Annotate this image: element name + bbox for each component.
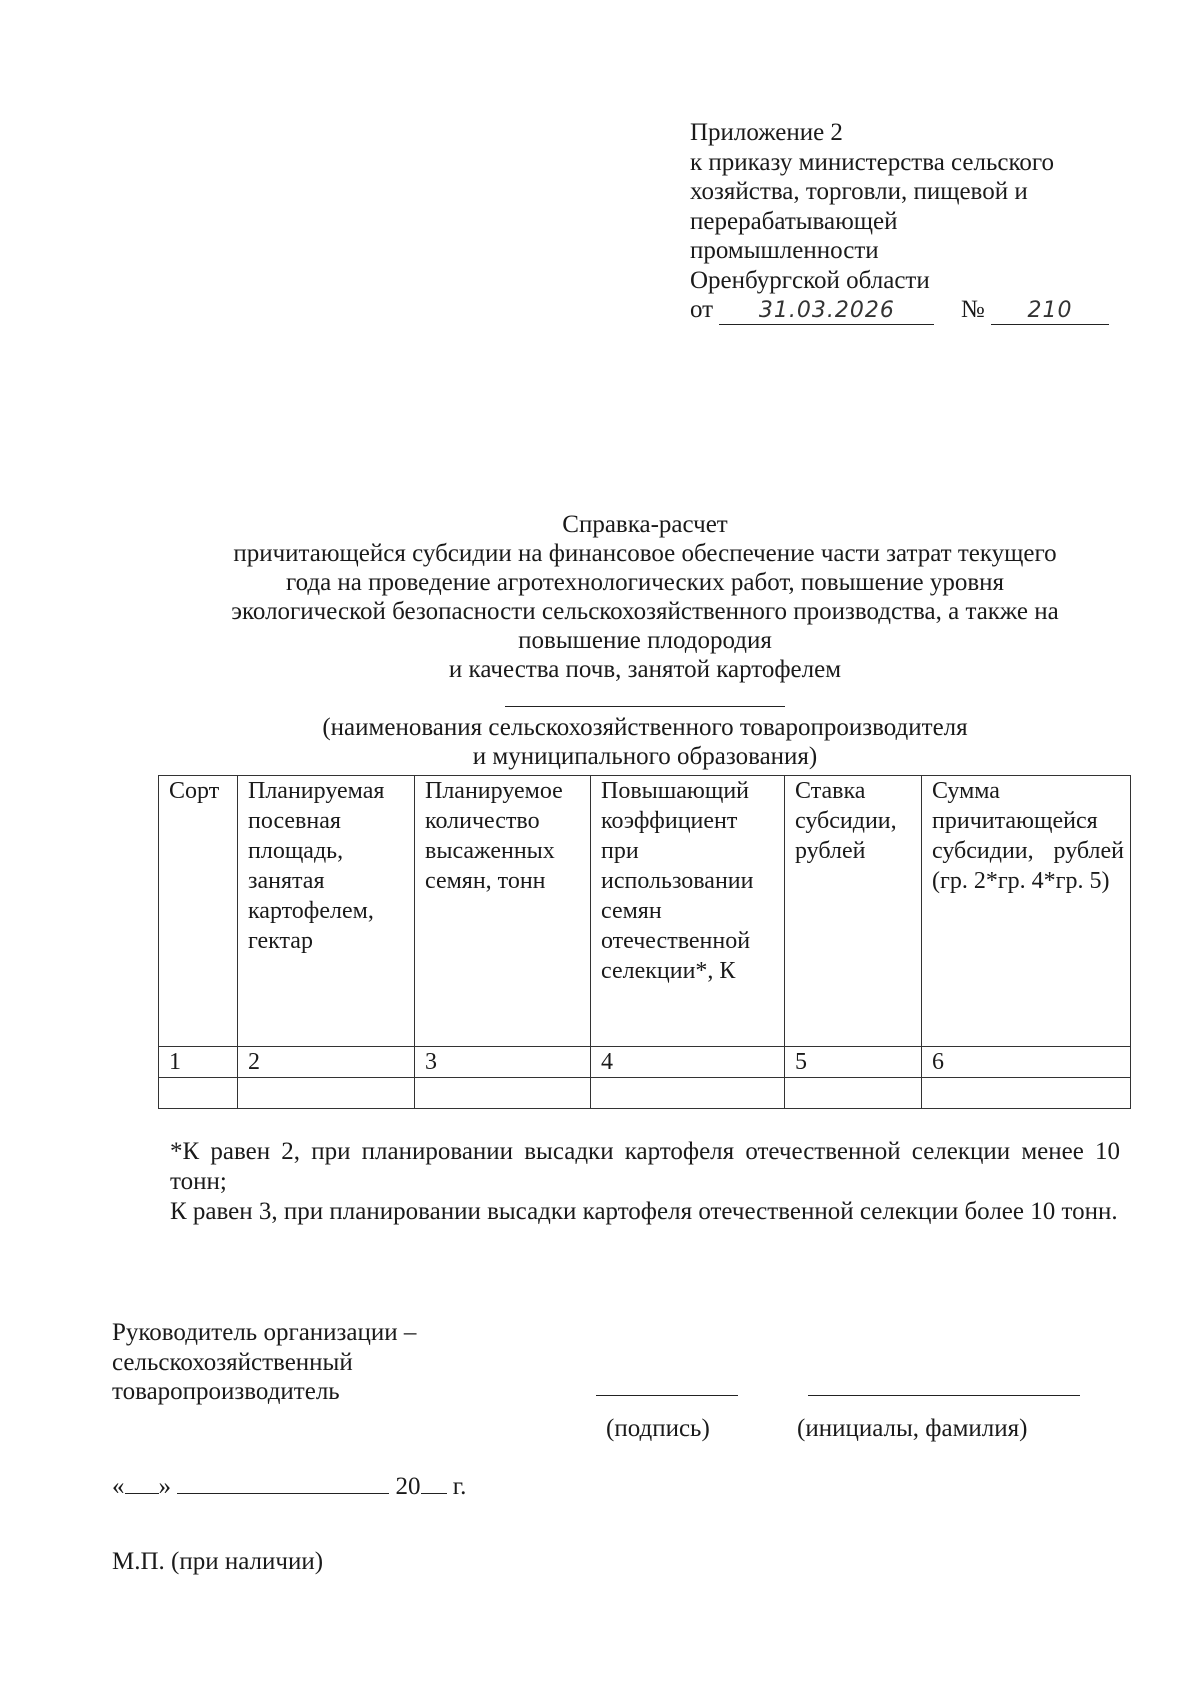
open-quote: « [112,1473,125,1500]
signer-role-line: Руководитель организации – [112,1319,417,1346]
column-number: 4 [591,1047,785,1078]
day-blank [125,1469,159,1494]
header-cell-coefficient: Повышающий коэффициент при использовании семян отечественной селекции*, К [591,776,785,1047]
caption-line: и муниципального образования) [472,743,818,770]
column-number: 5 [785,1047,922,1078]
order-number-handwritten: 210 [991,298,1109,325]
document-title-block [150,510,1140,771]
title-line: экологической безопасности сельскохозяйственного производства, а также на [231,598,1059,625]
annex-line: Оренбургской области [690,266,930,294]
table-number-row [159,1047,1131,1078]
year-suffix: г. [452,1473,467,1500]
close-quote: » [158,1473,171,1500]
title-line: повышение плодородия [518,627,772,654]
footnote: *К равен 2, при планировании высадки картофеля отечественной селекции менее 10 тонн; [170,1138,1120,1195]
empty-cell [922,1078,1131,1109]
number-sign: № [960,296,985,323]
table-row [159,1078,1131,1109]
header-cell-variety: Сорт [159,776,238,1047]
signature-label: (подпись) [606,1415,710,1442]
caption-line: (наименования сельскохозяйственного товаропроизводителя [322,714,968,741]
title-line: года на проведение агротехнологических работ, повышение уровня [285,569,1005,596]
annex-date-row [690,295,1130,325]
table-header-row [159,776,1131,1047]
annex-line: промышленности [690,237,879,264]
title-line: причитающейся субсидии на финансовое обеспечение части затрат текущего [233,540,1057,567]
producer-name-blank [505,686,785,707]
year-prefix: 20 [395,1473,421,1500]
signer-role-line: сельскохозяйственный [112,1348,353,1376]
column-number: 3 [415,1047,591,1078]
annex-line: перерабатывающей [690,207,898,235]
name-blank [808,1395,1080,1396]
header-cell-sum: Сумма причитающейся субсидии, рублей (гр. 2*гр. 4*гр. 5) [922,776,1131,1047]
name-label: (инициалы, фамилия) [797,1415,1028,1442]
order-date-handwritten: 31.03.2026 [719,298,934,325]
annex-header [690,118,1130,325]
signature-block [112,1318,1112,1407]
column-number: 1 [159,1047,238,1078]
calculation-table [158,775,1131,1109]
empty-cell [415,1078,591,1109]
title-line: и качества почв, занятой картофелем [448,656,842,683]
stamp-place: М.П. (при наличии) [112,1548,324,1575]
column-number: 6 [922,1047,1131,1078]
header-cell-area: Планируемая посевная площадь, занятая картофелем, гектар [238,776,415,1047]
annex-line: хозяйства, торговли, пищевой и [690,178,1028,205]
year-blank [421,1469,447,1494]
signer-role-line: товаропроизводитель [112,1378,340,1405]
empty-cell [238,1078,415,1109]
footnote: К равен 3, при планировании высадки картофеля отечественной селекции более 10 тонн. [170,1198,1118,1225]
signature-blank [596,1395,738,1396]
annex-line: к приказу министерства сельского [690,148,1055,176]
empty-cell [785,1078,922,1109]
header-cell-rate: Ставка субсидии, рублей [785,776,922,1047]
column-number: 2 [238,1047,415,1078]
document-title: Справка-расчет [562,511,728,538]
header-cell-seeds: Планируемое количество высаженных семян, тонн [415,776,591,1047]
footnotes [170,1137,1120,1227]
date-prefix: от [690,296,714,323]
empty-cell [159,1078,238,1109]
empty-cell [591,1078,785,1109]
date-row [112,1469,466,1501]
annex-line: Приложение 2 [690,119,843,146]
month-blank [177,1469,389,1494]
